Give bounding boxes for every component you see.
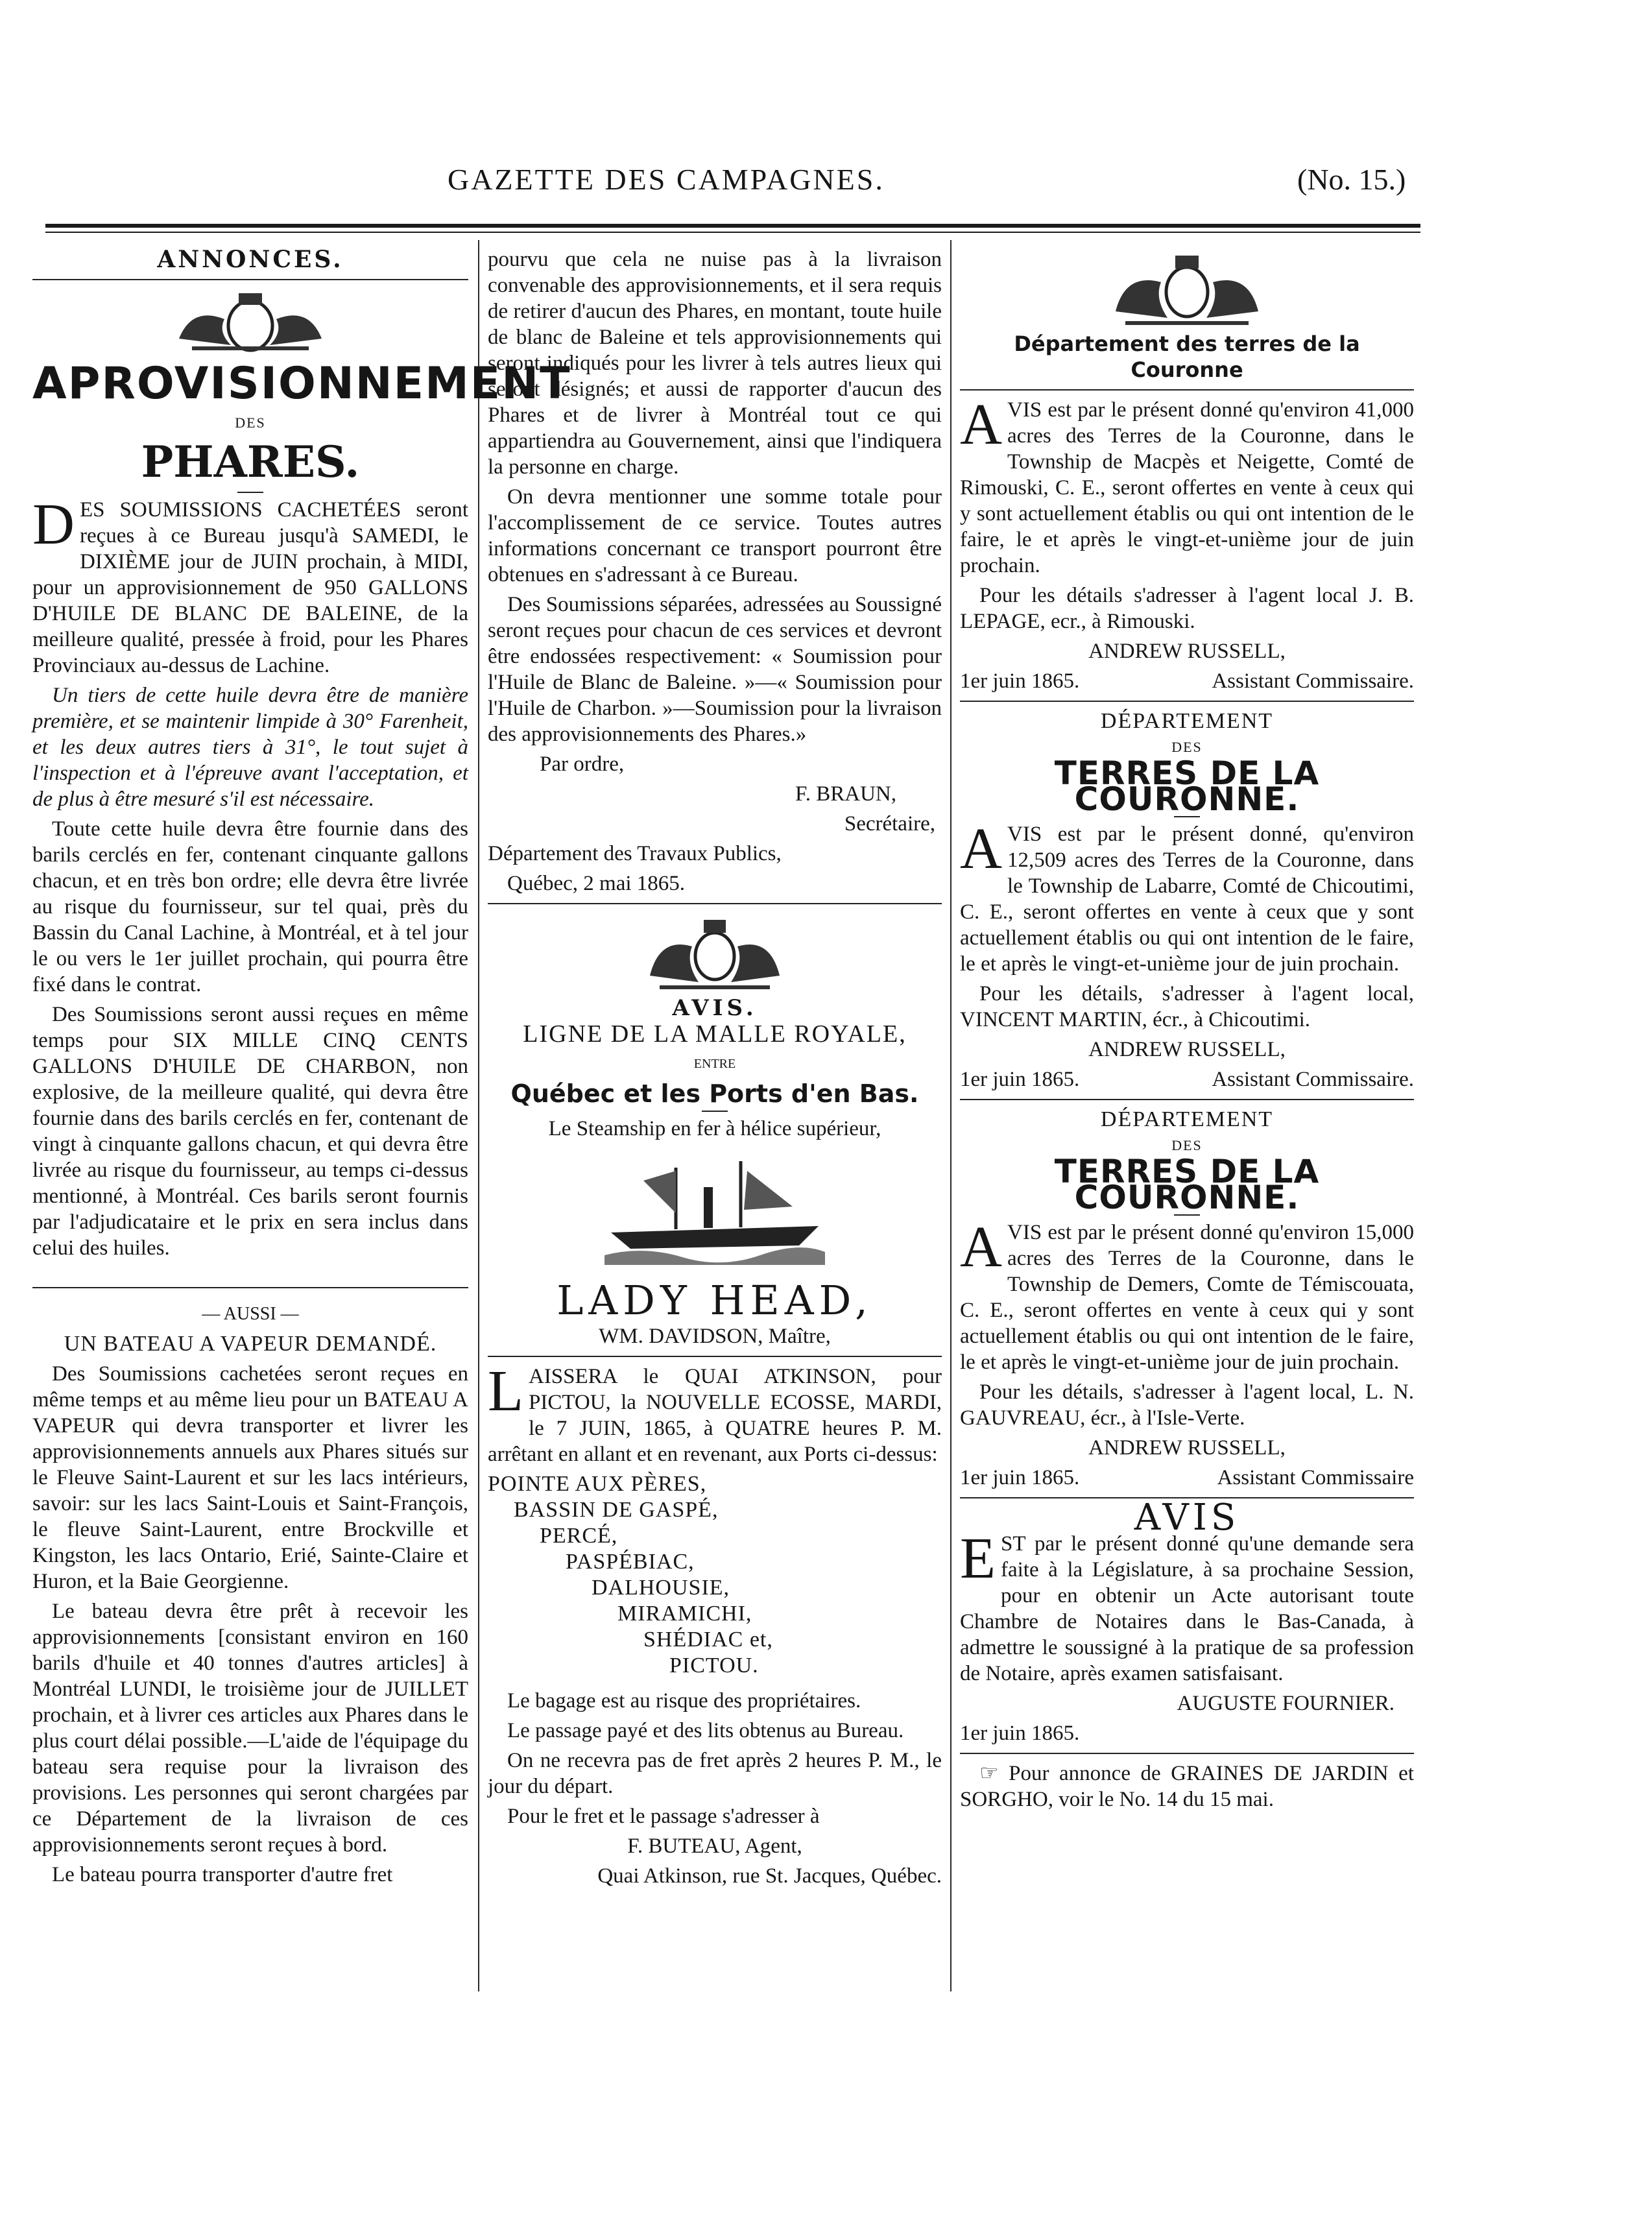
- paragraph: Un tiers de cette huile devra être de manière première, et se maintenir limpide à 30° Farenheit, et les deux autres tiers à 31°, le tout sujet à l'inspection et à l'épreuve avant l'acceptation, et de plus à être mesuré s'il est nécessaire.: [32, 684, 468, 811]
- paragraph: On devra mentionner une somme totale pour l'accomplissement de ce service. Toutes autres informations concernant ce transport pourront être obtenues en s'adressant à ce Bureau.: [488, 485, 942, 586]
- crown-lands-heading: TERRES DE LA COURONNE.: [1054, 754, 1320, 818]
- steamship-label: Le Steamship en fer à hélice supérieur,: [548, 1117, 881, 1140]
- separator-rule: [488, 903, 942, 904]
- paragraph: [488, 1359, 942, 1467]
- paragraph-text: ES SOUMISSIONS CACHETÉES seront reçues à ce Bureau jusqu'à SAMEDI, le DIXIÈME jour de JUIN prochain, à MIDI, pour un approvisionnement de 950 GALLONS D'HUILE DE BLANC DE BALEINE, de la meilleure qualité, pressée à froid, pour les Phares Provinciaux au-dessus de Lachine.: [32, 498, 468, 677]
- signature-line: [960, 668, 1414, 694]
- ad-date: 1er juin 1865.: [960, 669, 1080, 693]
- page-header: [0, 162, 1652, 201]
- drop-cap: L: [488, 1359, 523, 1423]
- par-ordre: Par ordre,: [540, 752, 625, 776]
- column-left: [32, 246, 571, 1892]
- signature-role: Assistant Commissaire.: [1212, 1068, 1414, 1091]
- drop-cap: A: [960, 392, 1002, 457]
- drop-cap: A: [960, 1215, 1002, 1279]
- separator-rule: [32, 1287, 468, 1288]
- issue-number: (No. 15.): [1297, 163, 1406, 196]
- column-divider: [478, 240, 479, 1991]
- paragraph-text: VIS est par le présent donné qu'environ 15,000 acres des Terres de la Couronne, dans le Township de Demers, Comte de Témiscouata, C. E., seront offertes en vente à ceux qui y sont actuellement établis ou qui ont intention de le faire, le et après le vingt-et-unième jour de juin prochain.: [960, 1221, 1414, 1374]
- des-label: DES: [1171, 1137, 1203, 1153]
- section-rule: [32, 279, 468, 280]
- paragraph: pourvu que cela ne nuise pas à la livraison convenable des approvisionnements, et il sera requis de retirer d'aucun des Phares, en montant, toute huile de blanc de Baleine et tels approvisionnements qui seront indiqués pour les livrer à tels autres lieux qui seront désignés; et aussi de rapporter d'aucun des Phares et de livrer à Montréal tout ce qui appartiendra au Gouvernement, ainsi que l'indiquera la personne en charge.: [488, 248, 942, 479]
- entre-label: ENTRE: [693, 1057, 736, 1071]
- signature-name: AUGUSTE FOURNIER.: [1177, 1692, 1395, 1715]
- ship-master: WM. DAVIDSON, Maître,: [599, 1325, 831, 1348]
- paragraph-text: Pour annonce de GRAINES DE JARDIN et SORGHO, voir le No. 14 du 15 mai.: [960, 1762, 1414, 1811]
- department: Département des Travaux Publics,: [488, 842, 782, 865]
- port-item: MIRAMICHI,: [617, 1602, 752, 1626]
- paragraph-text: VIS est par le présent donné qu'environ 41,000 acres des Terres de la Couronne, dans le Township de Macpès et Neigette, Comté de Rimouski, C. E., seront offertes en vente à ceux qui y sont actuellement établis ou qui ont intention de le faire, le et après le vingt-et-unième jour de juin prochain.: [960, 398, 1414, 577]
- route-heading: Québec et les Ports d'en Bas.: [510, 1079, 919, 1108]
- header-rule: [45, 224, 1420, 228]
- paragraph-text: VIS est par le présent donné, qu'environ 12,509 acres des Terres de la Couronne, dans le Township de Labarre, Comté de Chicoutimi, C. E., seront offertes en vente à ceux que y sont actuellement établis ou qui ont intention de le faire, le et après le vingt-et-unième jour de juin prochain.: [960, 823, 1414, 976]
- paragraph-text: ST par le présent donné qu'une demande sera faite à la Législature, à sa prochaine Session, pour en obtenir un Acte autorisant toute Chambre de Notaires dans le Bas-Canada, à admettre le soussigné à la pratique de sa profession de Notaire, après examen satisfaisant.: [960, 1532, 1414, 1685]
- paragraph: [960, 1526, 1414, 1687]
- port-item: PICTOU.: [669, 1654, 759, 1678]
- notice-heading: AVIS: [1134, 1497, 1240, 1539]
- port-item: PERCÉ,: [540, 1524, 618, 1548]
- crown-lands-heading: TERRES DE LA COURONNE.: [1054, 1153, 1320, 1216]
- mail-line: LIGNE DE LA MALLE ROYALE,: [523, 1020, 907, 1048]
- separator-rule: [960, 701, 1414, 702]
- des-label: DES: [1171, 739, 1203, 755]
- ad-title: APROVISIONNEMENT: [32, 358, 571, 409]
- separator-rule: [960, 1099, 1414, 1100]
- paragraph: [32, 492, 468, 679]
- signature-role: Assistant Commissaire.: [1212, 669, 1414, 693]
- port-item: PASPÉBIAC,: [566, 1550, 695, 1574]
- signature-role: Assistant Commissaire: [1217, 1466, 1414, 1489]
- column-right: [960, 247, 1414, 1816]
- agent-name: F. BUTEAU, Agent,: [627, 1834, 802, 1858]
- paragraph-text: AISSERA le QUAI ATKINSON, pour PICTOU, la NOUVELLE ECOSSE, MARDI, le 7 JUIN, 1865, à QUATRE heures P. M. arrêtant en allant et en revenant, aux Ports ci-dessus:: [488, 1365, 942, 1466]
- separator-rule: [960, 389, 1414, 391]
- drop-cap: E: [960, 1526, 996, 1591]
- paragraph: Des Soumissions seront aussi reçues en même temps pour SIX MILLE CINQ CENTS GALLONS D'HUILE DE CHARBON, non explosive, de la meilleure qualité, qui devra être fournie dans des barils cerclés en fer, contenant de vingt à cinquante gallons chacun, et qui devra être livrée au risque du fournisseur, au temps ci-dessus mentionné, à Montréal. Ces barils seront fournis par l'adjudicataire et le prix en sera inclus dans celui des huiles.: [32, 1003, 468, 1260]
- paragraph: [960, 1761, 1414, 1812]
- port-list: [488, 1471, 942, 1679]
- section-heading: ANNONCES.: [157, 246, 344, 273]
- newspaper-title: GAZETTE DES CAMPAGNES.: [448, 163, 885, 196]
- coat-of-arms-emblem: [32, 287, 468, 358]
- paragraph: Pour le fret et le passage s'adresser à: [507, 1805, 820, 1828]
- paragraph: Des Soumissions séparées, adressées au Soussigné seront reçues pour chacun de ces services et devront être endossées respectivement: « Soumission pour l'Huile de Blanc de Baleine. »—« Soumission pour l'Huile de Charbon. »—Soumission pour la livraison des approvisionnements des Phares.»: [488, 593, 942, 746]
- paragraph: [960, 392, 1414, 579]
- port-item: BASSIN DE GASPÉ,: [514, 1498, 719, 1522]
- paragraph: [960, 817, 1414, 977]
- paragraph: On ne recevra pas de fret après 2 heures P. M., le jour du départ.: [488, 1749, 942, 1798]
- signature-line: [960, 1465, 1414, 1491]
- drop-cap: D: [32, 492, 75, 557]
- ad-subtitle-des: DES: [235, 415, 266, 431]
- signature-name: ANDREW RUSSELL,: [1088, 640, 1286, 663]
- signature-name: ANDREW RUSSELL,: [1088, 1436, 1286, 1460]
- short-rule: [237, 492, 263, 493]
- agent-address: Quai Atkinson, rue St. Jacques, Québec.: [597, 1864, 942, 1888]
- department-label: DÉPARTEMENT: [1100, 1107, 1274, 1131]
- ad-date: 1er juin 1865.: [960, 1466, 1080, 1489]
- department-heading: Département des terres de la Couronne: [1014, 331, 1360, 382]
- paragraph: Pour les détails s'adresser à l'agent local J. B. LEPAGE, ecr., à Rimouski.: [960, 584, 1414, 633]
- steamship-illustration: [605, 1148, 825, 1271]
- signature-line: [960, 1066, 1414, 1092]
- separator-rule: [488, 1356, 942, 1357]
- paragraph: Pour les détails, s'adresser à l'agent local, VINCENT MARTIN, écr., à Chicoutimi.: [960, 982, 1414, 1031]
- ship-name: LADY HEAD,: [557, 1277, 873, 1324]
- notice-heading: AVIS.: [672, 995, 758, 1021]
- coat-of-arms-emblem: [960, 247, 1414, 331]
- signer-name: F. BRAUN,: [795, 782, 896, 806]
- ad-date: 1er juin 1865.: [960, 1068, 1080, 1091]
- paragraph: Le bateau devra être prêt à recevoir les approvisionnements [consistant environ en 160 barils d'huile et 40 tonnes d'autres articles] à Montréal LUNDI, le troisième jour de JUILLET prochain, et à livrer ces articles aux Phares dans le plus court délai possible.—L'aide de l'équipage du bateau sera requise pour la livraison des provisions. Les personnes qui seront chargées par ce Département de la livraison de ces approvisionnements seront reçues à bord.: [32, 1600, 468, 1857]
- drop-cap: A: [960, 817, 1002, 881]
- steamboat-heading: UN BATEAU A VAPEUR DEMANDÉ.: [64, 1332, 437, 1356]
- pointing-hand-icon: ☞: [979, 1762, 999, 1785]
- paragraph: Le bateau pourra transporter d'autre fret: [52, 1863, 393, 1886]
- date: Québec, 2 mai 1865.: [507, 872, 686, 895]
- paragraph: Des Soumissions cachetées seront reçues en même temps et au même lieu pour un BATEAU A VAPEUR qui devra transporter et livrer les approvisionnements annuels aux Phares situés sur le Fleuve Saint-Laurent et sur les lacs intérieurs, savoir: sur les lacs Saint-Louis et Saint-François, le fleuve Saint-Laurent, entre Brockville et Kingston, les lacs Ontario, Erié, Sainte-Claire et Huron, et la Baie Georgienne.: [32, 1362, 468, 1593]
- paragraph: Pour les détails, s'adresser à l'agent local, L. N. GAUVREAU, écr., à l'Isle-Verte.: [960, 1380, 1414, 1430]
- header-rule-thin: [45, 232, 1420, 233]
- ad-date: 1er juin 1865.: [960, 1722, 1080, 1745]
- paragraph: Toute cette huile devra être fournie dans des barils cerclés en fer, contenant cinquante gallons chacun, et en très bon ordre; elle devra être livrée au risque du fournisseur, sur tel quai, près du Bassin du Canal Lachine, à Montréal, et à tel jour le ou vers le 1er juillet prochain, qui pourra être fixé dans le contrat.: [32, 817, 468, 996]
- aussi-label: — AUSSI —: [202, 1304, 299, 1324]
- paragraph: Le bagage est au risque des propriétaires.: [507, 1689, 861, 1713]
- short-rule: [702, 1111, 728, 1112]
- department-label: DÉPARTEMENT: [1100, 709, 1274, 733]
- port-item: DALHOUSIE,: [592, 1576, 730, 1600]
- port-item: POINTE AUX PÈRES,: [488, 1472, 707, 1496]
- column-middle: [488, 247, 942, 1893]
- ad-subtitle: PHARES.: [141, 437, 360, 487]
- port-item: SHÉDIAC et,: [643, 1628, 773, 1652]
- column-divider: [950, 240, 952, 1991]
- paragraph: [960, 1215, 1414, 1375]
- separator-rule: [960, 1753, 1414, 1754]
- paragraph: Le passage payé et des lits obtenus au Bureau.: [507, 1719, 904, 1742]
- signer-title: Secrétaire,: [844, 812, 935, 836]
- signature-name: ANDREW RUSSELL,: [1088, 1038, 1286, 1061]
- coat-of-arms-emblem: [488, 911, 942, 995]
